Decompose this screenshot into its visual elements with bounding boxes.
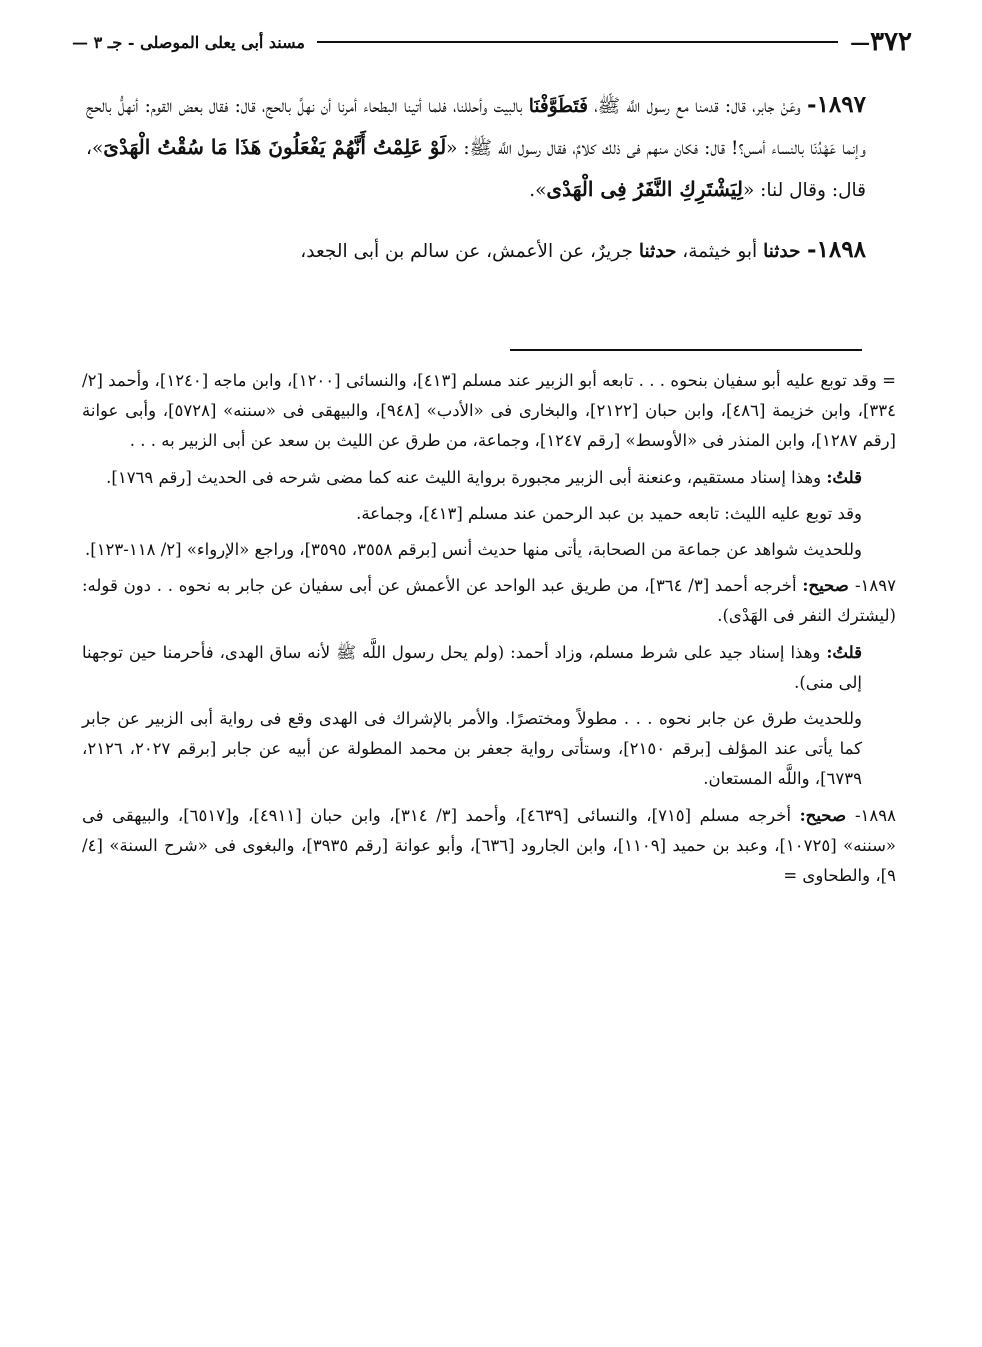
footnote-paragraph: وللحديث شواهد عن جماعة من الصحابة، يأتى منها حديث أنس [برقم ٣٥٥٨، ٣٥٩٥]، وراجع «الإرواء» [٢/ ١١٨-١٢٣]. (85, 540, 862, 560)
hadith-1898 (86, 229, 866, 272)
footnote-number: ١٨٩٧- (854, 576, 896, 596)
footnote-text: وهذا إسناد مستقيم، وعنعنة أبى الزبير مجبورة برواية الليث عنه كما مضى شرحه فى الحديث [رقم ١٧٦٩]. (106, 467, 827, 487)
hadith-number: ١٨٩٨- (807, 236, 866, 263)
footnote-1897 (82, 571, 896, 631)
hadith-text: ». (529, 180, 547, 201)
grading-label: صحيح: (799, 805, 855, 825)
hadith-text: »، قال: وقال لنا: « (86, 138, 866, 201)
page-number: ٣٧٢ (870, 27, 912, 57)
book-title: مسند أبى يعلى الموصلى - جـ ٣ — (72, 32, 305, 52)
footnote-1898 (82, 801, 896, 892)
footnote-divider (510, 349, 862, 351)
hadith-text: وعَنْ جابر، قال: قدمنا مع رسول اللَّه ﷺ، (587, 96, 808, 117)
grading-label: صحيح: (802, 576, 855, 596)
footnote-text: أخرجه مسلم [٧١٥]، والنسائى [٤٦٣٩]، وأحمد [٣/ ٣١٤]، وابن حبان [٤٩١١]، و[٦٥١٧]، والبيهقى فى «سننه» [١٠٧٢٥]، وعبد بن حميد [١١٠٩]، وابن الجارود [٦٣٦]، وأبو عوانة [رقم ٣٩٣٥]، والبغوى فى «شرح السنة» [٤/ ٩]، والطحاوى = (82, 805, 896, 886)
main-text (86, 84, 866, 272)
hadith-1897 (86, 84, 866, 211)
footnote-paragraph (82, 638, 896, 698)
footnote-text: وهذا إسناد جيد على شرط مسلم، وزاد أحمد: (ولم يحل رسول اللَّه ﷺ لأنه ساق الهدى، فأحرمنا حين توجهنا إلى منى). (82, 642, 862, 692)
hadith-bold-word: فَتَطَوَّفْنَا (528, 96, 588, 117)
hadith-text: جريرٌ، عن الأعمش، عن سالم بن أبى الجعد، (300, 241, 639, 262)
footnote-bold-lead: قلتُ: (826, 642, 862, 662)
hadith-text: بالبيت وأحللنا، فلما أتينا البطحاء أمرنا أن نهلَّ بالحج، قال: فقال بعض القوم: أنهلُّ بالحج وإنما عَهْدُنَا بالنساء أمس؟! قال: فكان منهم فى ذلك كلامٌ، فقال رسول اللَّه ﷺ: « (86, 96, 866, 159)
footnote-paragraph: وقد توبع عليه الليث: تابعه حميد بن عبد الرحمن عند مسلم [٤١٣]، وجماعة. (356, 503, 862, 523)
footnote-paragraph: = وقد توبع عليه أبو سفيان بنحوه . . . تابعه أبو الزبير عند مسلم [٤١٣]، والنسائى [١٢٠٠]، وابن ماجه [١٢٤٠]، وأحمد [٢/ ٣٣٤]، وابن خزيمة [٤٨٦]، وابن حبان [٢١٢٢]، والبخارى فى «الأدب» [٩٤٨]، والبيهقى فى «سننه» [٥٧٢٨]، وأبى عوانة [رقم ١٢٨٧]، وابن المنذر فى «الأوسط» [رقم ١٢٤٧]، وجماعة، من طرق عن الليث بن سعد عن أبى الزبير به . . . (82, 371, 896, 451)
prophetic-saying: لَوْ عَلِمْتُ أَنَّهُمْ يَفْعَلُونَ هَذَا مَا سُقْتُ الْهَدْىَ (103, 135, 447, 159)
header-rule (317, 41, 838, 43)
narration-verb: حدثنا (638, 241, 677, 262)
header-dash: — (850, 30, 871, 54)
prophetic-saying: لِيَشْتَرِكِ النَّفَرُ فِى الْهَدْى (546, 177, 743, 201)
footnote-text: أخرجه أحمد [٣/ ٣٦٤]، من طريق عبد الواحد عن الأعمش عن أبى سفيان عن جابر به نحوه . . دون قوله: (ليشترك النفر فى الهَدْى). (82, 576, 896, 626)
footnote-paragraph (82, 463, 896, 493)
hadith-number: ١٨٩٧- (807, 91, 866, 118)
narration-verb: حدثنا (763, 241, 808, 262)
hadith-text: أبو خيثمة، (676, 241, 764, 262)
footnote-number: ١٨٩٨- (854, 805, 896, 825)
footnotes (82, 366, 896, 891)
running-header (72, 22, 912, 62)
footnote-bold-lead: قلتُ: (826, 467, 862, 487)
footnote-paragraph: وللحديث طرق عن جابر نحوه . . . مطولاً ومختصرًا. والأمر بالإشراك فى الهدى وقع فى رواية أبى الزبير عن جابر كما يأتى عند المؤلف [برقم ٢١٥٠]، وستأتى رواية جعفر بن محمد المطولة عن أبيه عن جابر [برقم ٢٠٢٧، ٢١٢٦، ٦٧٣٩]، واللَّه المستعان. (82, 709, 862, 789)
